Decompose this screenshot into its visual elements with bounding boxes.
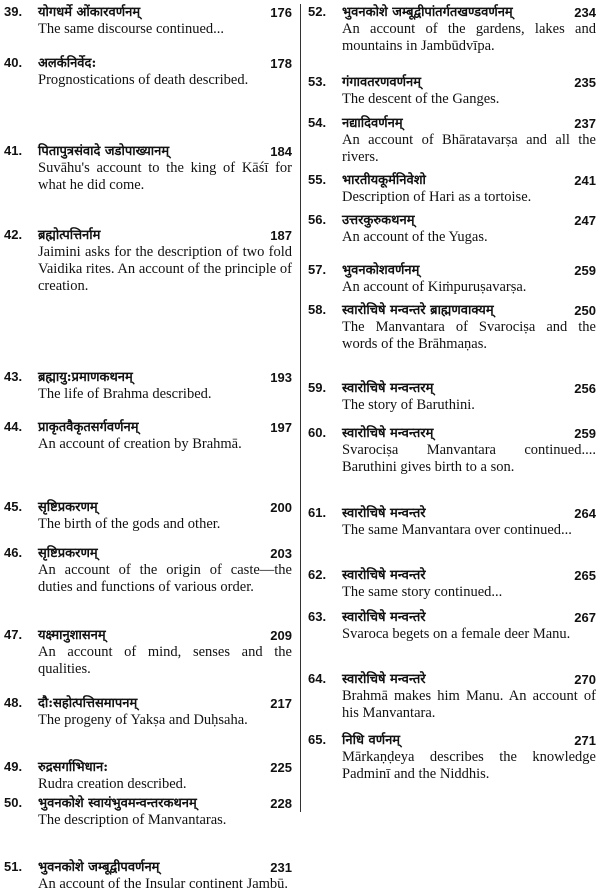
entry-number: 53.: [308, 74, 327, 89]
entry-description: Mārkaṇḍeya describes the knowledge Padminī and the Niddhis.: [342, 749, 596, 782]
entry-page-number: 267: [574, 610, 596, 625]
column-divider: [300, 4, 301, 812]
entry-number: 55.: [308, 172, 327, 187]
toc-entry: [4, 795, 292, 829]
entry-heading: [38, 695, 292, 712]
entry-sanskrit-title: भारतीयकूर्मनिवेशो: [342, 173, 426, 188]
entry-number: 43.: [4, 369, 23, 384]
toc-entry: [308, 74, 596, 108]
entry-description: An account of creation by Brahmā.: [38, 436, 242, 452]
toc-entry: [308, 172, 596, 206]
entry-description: Suvāhu's account to the king of Kāśī for what he did come.: [38, 160, 292, 193]
entry-description: Svarociṣa Manvantara continued.... Baruthini gives birth to a son.: [342, 442, 596, 475]
entry-number: 44.: [4, 419, 23, 434]
entry-number: 64.: [308, 671, 327, 686]
entry-page-number: 200: [270, 500, 292, 515]
entry-heading: [38, 143, 292, 160]
entry-page-number: 264: [574, 506, 596, 521]
entry-page-number: 217: [270, 696, 292, 711]
toc-entry: [308, 302, 596, 353]
entry-heading: [38, 369, 292, 386]
entry-page-number: 209: [270, 628, 292, 643]
entry-heading: [342, 115, 596, 132]
toc-entry: [4, 419, 292, 453]
entry-heading: [342, 425, 596, 442]
entry-description: An account of Kiṁpuruṣavarṣa.: [342, 279, 527, 295]
entry-number: 41.: [4, 143, 23, 158]
entry-sanskrit-title: भुवनकोशे स्वायंभुवमन्वन्तरकथनम्: [38, 796, 197, 811]
entry-description: An account of the Insular continent Jambū.: [38, 876, 289, 892]
entry-sanskrit-title: स्वारोचिषे मन्वन्तरम्: [342, 426, 434, 441]
toc-entry: [4, 4, 292, 38]
entry-description: An account of the origin of caste—the duties and functions of various order.: [38, 562, 292, 595]
entry-heading: [38, 227, 292, 244]
entry-page-number: 235: [574, 75, 596, 90]
toc-entry: [4, 859, 292, 893]
entry-page-number: 247: [574, 213, 596, 228]
entry-page-number: 231: [270, 860, 292, 875]
entry-sanskrit-title: यक्ष्मानुशासनम्: [38, 628, 106, 643]
entry-heading: [342, 74, 596, 91]
entry-heading: [38, 795, 292, 812]
entry-description: An account of mind, senses and the qualities.: [38, 644, 292, 677]
entry-page-number: 193: [270, 370, 292, 385]
entry-number: 49.: [4, 759, 23, 774]
entry-description: Brahmā makes him Manu. An account of his Manvantara.: [342, 688, 596, 721]
entry-number: 48.: [4, 695, 23, 710]
entry-description: The birth of the gods and other.: [38, 516, 221, 532]
entry-number: 56.: [308, 212, 327, 227]
entry-description: Rudra creation described.: [38, 776, 187, 792]
entry-number: 60.: [308, 425, 327, 440]
toc-entry: [308, 567, 596, 601]
entry-heading: [38, 499, 292, 516]
entry-description: The same Manvantara over continued...: [342, 522, 572, 538]
entry-sanskrit-title: सृष्टिप्रकरणम्: [38, 500, 98, 515]
toc-entry: [4, 499, 292, 533]
toc-entry: [308, 609, 596, 643]
entry-sanskrit-title: ब्रह्मायु:प्रमाणकथनम्: [38, 370, 133, 385]
toc-entry: [4, 545, 292, 596]
entry-sanskrit-title: स्वारोचिषे मन्वन्तरे: [342, 568, 426, 583]
entry-heading: [38, 627, 292, 644]
entry-number: 58.: [308, 302, 327, 317]
toc-entry: [308, 262, 596, 296]
toc-entry: [308, 505, 596, 539]
entry-heading: [342, 262, 596, 279]
entry-heading: [342, 567, 596, 584]
entry-heading: [342, 172, 596, 189]
entry-number: 50.: [4, 795, 23, 810]
entry-description: Svaroca begets on a female deer Manu.: [342, 626, 571, 642]
toc-entry: [4, 55, 292, 89]
entry-page-number: 241: [574, 173, 596, 188]
entry-description: The Manvantara of Svarociṣa and the words of the Brāhmaṇas.: [342, 319, 596, 352]
entry-description: Description of Hari as a tortoise.: [342, 189, 532, 205]
entry-heading: [342, 505, 596, 522]
entry-sanskrit-title: सृष्टिप्रकरणम्: [38, 546, 98, 561]
entry-number: 52.: [308, 4, 327, 19]
entry-page-number: 265: [574, 568, 596, 583]
entry-description: The progeny of Yakṣa and Duḥsaha.: [38, 712, 248, 728]
entry-sanskrit-title: पितापुत्रसंवादे जडोपाख्यानम्: [38, 144, 170, 159]
entry-sanskrit-title: अलर्कनिर्वेद:: [38, 56, 97, 71]
entry-heading: [38, 859, 292, 876]
entry-number: 61.: [308, 505, 327, 520]
entry-number: 51.: [4, 859, 23, 874]
toc-entry: [308, 671, 596, 722]
entry-page-number: 234: [574, 5, 596, 20]
entry-description: The life of Brahma described.: [38, 386, 212, 402]
entry-heading: [342, 671, 596, 688]
entry-heading: [342, 212, 596, 229]
entry-page-number: 228: [270, 796, 292, 811]
entry-page-number: 256: [574, 381, 596, 396]
entry-description: Jaimini asks for the description of two fold Vaidika rites. An account of the principle of creation.: [38, 244, 292, 294]
entry-description: The descent of the Ganges.: [342, 91, 500, 107]
entry-description: The description of Manvantaras.: [38, 812, 227, 828]
entry-sanskrit-title: भुवनकोशे जम्बूद्वीपांतर्गतखण्डवर्णनम्: [342, 5, 513, 20]
entry-description: An account of the gardens, lakes and mountains in Jambūdvīpa.: [342, 21, 596, 54]
entry-description: Prognostications of death described.: [38, 72, 249, 88]
entry-number: 65.: [308, 732, 327, 747]
toc-entry: [4, 695, 292, 729]
entry-sanskrit-title: गंगावतरणवर्णनम्: [342, 75, 421, 90]
entry-description: An account of the Yugas.: [342, 229, 488, 245]
entry-number: 46.: [4, 545, 23, 560]
entry-number: 59.: [308, 380, 327, 395]
entry-heading: [342, 380, 596, 397]
entry-sanskrit-title: निधि वर्णनम्: [342, 733, 401, 748]
entry-heading: [38, 55, 292, 72]
toc-entry: [308, 212, 596, 246]
entry-number: 62.: [308, 567, 327, 582]
entry-number: 45.: [4, 499, 23, 514]
entry-page-number: 259: [574, 426, 596, 441]
entry-heading: [342, 609, 596, 626]
entry-heading: [342, 4, 596, 21]
entry-sanskrit-title: प्राकृतवैकृतसर्गवर्णनम्: [38, 420, 139, 435]
entry-page-number: 187: [270, 228, 292, 243]
entry-page-number: 250: [574, 303, 596, 318]
entry-number: 42.: [4, 227, 23, 242]
toc-entry: [4, 227, 292, 295]
entry-page-number: 203: [270, 546, 292, 561]
entry-number: 57.: [308, 262, 327, 277]
toc-entry: [4, 143, 292, 194]
entry-page-number: 178: [270, 56, 292, 71]
entry-number: 39.: [4, 4, 23, 19]
entry-description: An account of Bhāratavarṣa and all the rivers.: [342, 132, 596, 165]
entry-heading: [342, 302, 596, 319]
entry-sanskrit-title: रुद्रसर्गाभिधान:: [38, 760, 109, 775]
entry-sanskrit-title: नद्यादिवर्णनम्: [342, 116, 403, 131]
entry-heading: [38, 759, 292, 776]
entry-sanskrit-title: भुवनकोशे जम्बूद्वीपवर्णनम्: [38, 860, 160, 875]
entry-sanskrit-title: स्वारोचिषे मन्वन्तरे: [342, 506, 426, 521]
entry-heading: [342, 732, 596, 749]
entry-description: The same story continued...: [342, 584, 503, 600]
entry-description: The same discourse continued...: [38, 21, 225, 37]
entry-heading: [38, 4, 292, 21]
entry-sanskrit-title: स्वारोचिषे मन्वन्तरे: [342, 610, 426, 625]
entry-sanskrit-title: उत्तरकुरुकथनम्: [342, 213, 415, 228]
entry-heading: [38, 545, 292, 562]
toc-entry: [308, 115, 596, 166]
entry-number: 63.: [308, 609, 327, 624]
toc-entry: [4, 627, 292, 678]
entry-page-number: 237: [574, 116, 596, 131]
entry-page-number: 259: [574, 263, 596, 278]
entry-sanskrit-title: भुवनकोशवर्णनम्: [342, 263, 420, 278]
toc-entry: [308, 425, 596, 476]
toc-entry: [308, 4, 596, 55]
entry-page-number: 225: [270, 760, 292, 775]
toc-entry: [308, 380, 596, 414]
entry-heading: [38, 419, 292, 436]
entry-sanskrit-title: दौ:सहोत्पत्तिसमापनम्: [38, 696, 138, 711]
toc-entry: [4, 759, 292, 793]
entry-page-number: 270: [574, 672, 596, 687]
toc-entry: [4, 369, 292, 403]
entry-description: The story of Baruthini.: [342, 397, 475, 413]
toc-entry: [308, 732, 596, 783]
entry-page-number: 197: [270, 420, 292, 435]
entry-page-number: 184: [270, 144, 292, 159]
entry-page-number: 176: [270, 5, 292, 20]
entry-sanskrit-title: स्वारोचिषे मन्वन्तरे ब्राह्मणवाक्यम्: [342, 303, 494, 318]
entry-sanskrit-title: योगधर्मे ओंकारवर्णनम्: [38, 5, 141, 20]
entry-sanskrit-title: स्वारोचिषे मन्वन्तरम्: [342, 381, 434, 396]
entry-sanskrit-title: ब्रह्मोत्पत्तिर्नाम: [38, 228, 101, 243]
entry-number: 47.: [4, 627, 23, 642]
entry-page-number: 271: [574, 733, 596, 748]
entry-number: 40.: [4, 55, 23, 70]
entry-number: 54.: [308, 115, 327, 130]
entry-sanskrit-title: स्वारोचिषे मन्वन्तरे: [342, 672, 426, 687]
